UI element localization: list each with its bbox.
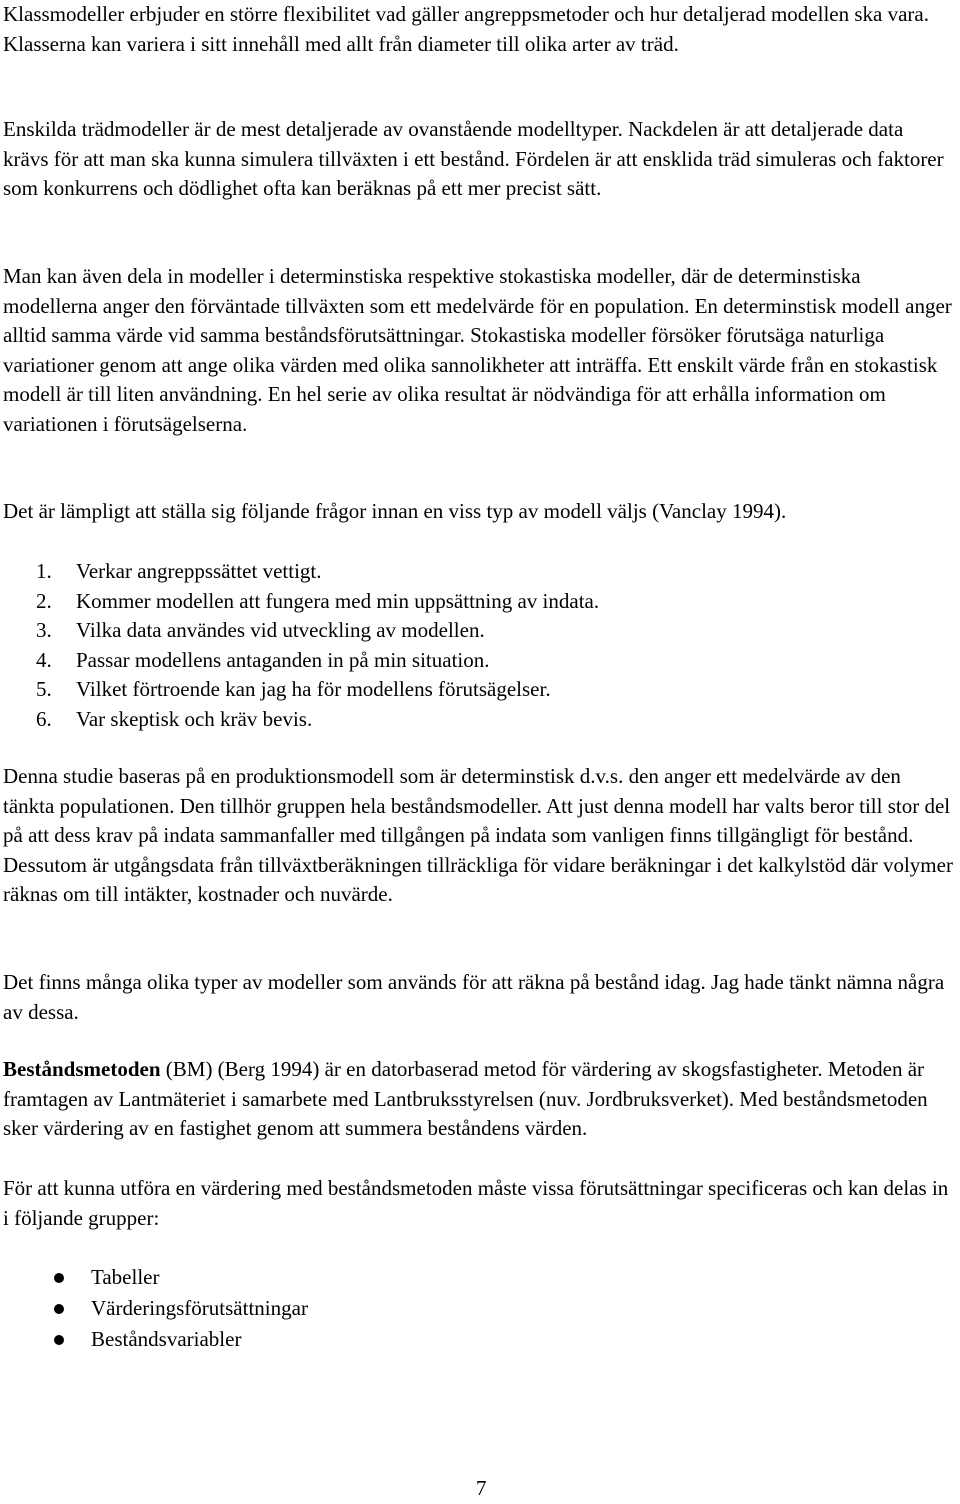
- list-item-text: Beståndsvariabler: [91, 1327, 242, 1351]
- list-item: [3, 705, 599, 735]
- groups-list: [3, 1263, 308, 1356]
- paragraph-deterministic-stochastic: Man kan även dela in modeller i determinstiska respektive stokastiska modeller, där de determinstiska modellerna anger den förväntade tillväxten som ett medelvärde för en population. En determinstisk modell anger alltid samma värde vid samma beståndsförutsättningar. Stokastiska modeller försöker förutsäga naturliga variationer genom att ange olika värden med olika sannolikheter att inträffa. Ett enskilt värde från en stokastisk modell är till liten användning. En hel serie av olika resultat är nödvändiga för att erhålla information om variationen i förutsägelserna.: [3, 264, 952, 436]
- list-item: [3, 646, 599, 676]
- list-item-number: 4.: [36, 647, 52, 672]
- paragraph-study-basis: Denna studie baseras på en produktionsmodell som är determinstisk d.v.s. den anger ett medelvärde av den tänkta populationen. Den tillhör gruppen hela beståndsmodeller. Att just denna modell har valts beror till stor del på att dess krav på indata sammanfaller med tillgången på indata som vanligen finns tillgängligt för bestånd. Dessutom är utgångsdata från tillväxtberäkningen tillräckliga för vidare beräkningar i det kalkylstöd där volymer räknas om till intäkter, kostnader och nuvärde.: [3, 764, 953, 906]
- list-item-number: 1.: [36, 559, 52, 583]
- list-item-text: Vilket förtroende kan jag ha för modellens förutsägelser.: [76, 677, 551, 701]
- paragraph-model-types: Det finns många olika typer av modeller som används för att räkna på bestånd idag. Jag hade tänkt nämna några av dessa.: [3, 970, 945, 1024]
- list-item-text: Passar modellens antaganden in på min situation.: [76, 647, 490, 672]
- list-item-number: 2.: [36, 588, 52, 613]
- list-item-number: 3.: [36, 618, 52, 642]
- list-item-text: Var skeptisk och kräv bevis.: [76, 706, 313, 731]
- paragraph-groups-intro: För att kunna utföra en värdering med beståndsmetoden måste vissa förutsättningar specificeras och kan delas in i följande grupper:: [3, 1176, 949, 1230]
- paragraph-bestandsmetoden: [3, 1055, 953, 1144]
- paragraph-questions-intro: Det är lämpligt att ställa sig följande frågor innan en viss typ av modell väljs (Vanclay 1994).: [3, 499, 787, 523]
- paragraph-individual-tree-models: Enskilda trädmodeller är de mest detaljerade av ovanstående modelltyper. Nackdelen är att detaljerade data krävs för att man ska kunna simulera tillväxten i ett bestånd. Fördelen är att ensklida träd simuleras och faktorer som konkurrens och dödlighet ofta kan beräknas på ett mer precist sätt.: [3, 117, 944, 200]
- list-item: [3, 616, 599, 646]
- list-item: [3, 1294, 308, 1325]
- list-item-text: Tabeller: [91, 1265, 160, 1289]
- list-item-number: 6.: [36, 706, 52, 731]
- list-item-text: Verkar angreppssättet vettigt.: [76, 559, 322, 583]
- list-item: [3, 1325, 308, 1356]
- list-item: [3, 557, 599, 587]
- bullet-icon: [54, 1304, 64, 1314]
- page-number: 7: [476, 1476, 487, 1500]
- bestandsmetoden-term: Beståndsmetoden: [3, 1057, 161, 1081]
- bullet-icon: [54, 1273, 64, 1283]
- list-item-text: Vilka data användes vid utveckling av modellen.: [76, 618, 485, 642]
- list-item-text: Värderingsförutsättningar: [91, 1296, 308, 1320]
- questions-list: [3, 557, 599, 734]
- list-item: [3, 587, 599, 617]
- list-item-text: Kommer modellen att fungera med min uppsättning av indata.: [76, 588, 600, 613]
- bestandsmetoden-description: (BM) (Berg 1994) är en datorbaserad metod för värdering av skogsfastigheter. Metoden är framtagen av Lantmäteriet i samarbete med Lantbruksstyrelsen (nuv. Jordbruksverket). Med beståndsmetoden sker värdering av en fastighet genom att summera beståndens värden.: [3, 1057, 928, 1140]
- list-item: [3, 675, 599, 705]
- list-item-number: 5.: [36, 677, 52, 701]
- paragraph-class-models: Klassmodeller erbjuder en större flexibilitet vad gäller angreppsmetoder och hur detaljerad modellen ska vara. Klasserna kan variera i sitt innehåll med allt från diameter till olika arter av träd.: [3, 2, 929, 56]
- bullet-icon: [54, 1335, 64, 1345]
- list-item: [3, 1263, 308, 1294]
